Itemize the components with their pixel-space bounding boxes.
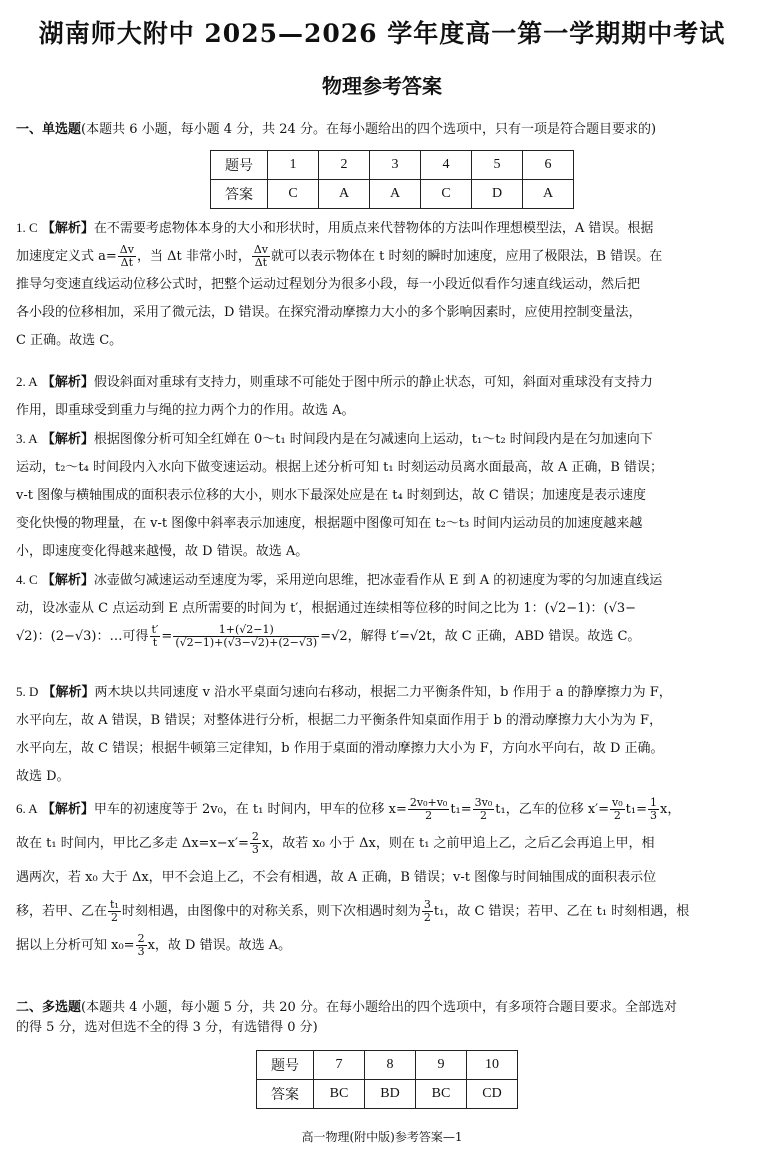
fraction: $\frac{\text{t₁}}{2}$ (110, 898, 119, 924)
question-number: 7 (314, 1051, 365, 1080)
fraction: $\frac{\Delta v}{\Delta t}$ (253, 243, 269, 269)
question-number: 6. A (16, 801, 38, 816)
analysis-tag: 【解析】 (42, 685, 95, 700)
text-line: 推导匀变速直线运动位移公式时，把整个运动过程划分为很多小段，每一小段近似看作匀速直线运动，然后把 (16, 277, 641, 292)
text-line: 加速度定义式 a= (16, 249, 117, 264)
answer-cell: BC (314, 1080, 365, 1109)
answer-cell: A (370, 180, 421, 209)
text-line: 作用，即重球受到重力与绳的拉力两个力的作用。故选 A。 (16, 403, 355, 418)
analysis-tag: 【解析】 (41, 432, 94, 447)
text-line: 小，即速度变化得越来越慢，故 D 错误。故选 A。 (16, 544, 309, 559)
section1-header (16, 120, 751, 140)
text-line: v-t 图像与横轴围成的面积表示位移的大小，则水下最深处应是在 t₄ 时刻到达，故 C 错误；加速度是表示速度 (16, 488, 647, 503)
answer-cell: BD (365, 1080, 416, 1109)
question-6: 6. A 【解析】甲车的初速度等于 2v₀，在 t₁ 时间内，甲车的位移 x= $\frac{\text{2v₀+v₀}}{2}$ t₁= $\frac{\text{3v₀}}{2}$ t₁，乙车的位移 x′= $\frac{\text{v₀}}{2}$ t₁= $\frac{1}{3}$ x， 故在 t₁ 时间内，甲比乙多走 Δx=x−x′= $\frac{2}{3}$ x，故若 x₀ 小于 Δx，则在 t₁ 之前甲追上乙，之后乙会再追上甲，相 遇两次，若 x₀ 大于 Δx，甲不会追上乙，不会有相遇，故 A 正确，B 错误；v-t 图像与时间轴围成的面积表示位 移，若甲、乙在 $\frac{\text{t₁}}{2}$ 时刻相遇，由图像中的对称关系，则下次相遇时刻为 $\frac{3}{2}$ t₁，故 C 错误；若甲、乙在 t₁ 时刻相遇，根 据以上分析可知 x₀= $\frac{2}{3}$ x，故 D 错误。故选 A。 (16, 796, 690, 958)
text-line: 水平向左，故 C 错误；根据牛顿第三定律知，b 作用于桌面的滑动摩擦力大小为 F，方向水平向右，故 D 正确。 (16, 741, 664, 756)
text-line: 动，设冰壶从 C 点运动到 E 点所需要的时间为 t′，根据通过连续相等位移的时间之比为 1：(√2−1)：(√3− (16, 601, 637, 616)
question-number: 5 (472, 151, 523, 180)
answer-cell: BC (416, 1080, 467, 1109)
table-row (257, 1051, 518, 1080)
text-line: 根据图像分析可知全红婵在 0～t₁ 时间段内是在匀减速向上运动，t₁～t₂ 时间段内是在匀加速向下 (93, 432, 653, 447)
section2-desc-line2: 的得 5 分，选对但选不全的得 3 分，有选错得 0 分) (16, 1020, 318, 1035)
analysis-tag: 【解析】 (41, 573, 94, 588)
fraction: $\frac{t'}{t}$ (151, 623, 159, 649)
text-line: =√2，解得 t′=√2t，故 C 正确，ABD 错误。故选 C。 (320, 629, 641, 644)
text-line: 遇两次，若 x₀ 大于 Δx，甲不会追上乙，不会有相遇，故 A 正确，B 错误；v-t 图像与时间轴围成的面积表示位 (16, 870, 657, 885)
question-number: 1 (268, 151, 319, 180)
question-number: 2 (319, 151, 370, 180)
text-line: 时刻相遇，由图像中的对称关系，则下次相遇时刻为 (121, 904, 421, 919)
text-line: 两木块以共同速度 v 沿水平桌面匀速向右移动，根据二力平衡条件知，b 作用于 a 的静摩擦力为 F， (94, 685, 672, 700)
text-line: C 正确。故选 C。 (16, 333, 123, 348)
table-row (211, 180, 574, 209)
text-line: 故在 t₁ 时间内，甲比乙多走 Δx=x−x′= (16, 836, 249, 851)
answer-cell: D (472, 180, 523, 209)
row-label: 题号 (257, 1051, 314, 1080)
question-number: 4 (421, 151, 472, 180)
question-2 (16, 368, 751, 425)
text-line: 各小段的位移相加，采用了微元法，D 错误。在探究滑动摩擦力大小的多个影响因素时，应使用控制变量法， (16, 305, 642, 320)
text-line: 变化快慢的物理量，在 v-t 图像中斜率表示加速度，根据题中图像可知在 t₂～t₃ 时间内运动员的加速度越来越 (16, 516, 643, 531)
text-line: 假设斜面对重球有支持力，则重球不可能处于图中所示的静止状态，可知，斜面对重球没有支持力 (93, 375, 653, 390)
question-number: 3. A (16, 431, 38, 446)
section2-heading: 二、多选题 (16, 1000, 82, 1015)
row-label: 题号 (211, 151, 268, 180)
row-label: 答案 (211, 180, 268, 209)
question-1 (16, 214, 751, 355)
question-number: 1. C (16, 220, 38, 235)
text-line: = (161, 629, 173, 644)
question-number: 6 (523, 151, 574, 180)
question-5 (16, 678, 751, 791)
section1-heading: 一、单选题 (16, 122, 82, 137)
text-line: 运动，t₂～t₄ 时间段内入水向下做变速运动。根据上述分析可知 t₁ 时刻运动员离水面最高，故 A 正确，B 错误； (16, 460, 664, 475)
text-line: 就可以表示物体在 t 时刻的瞬时加速度，应用了极限法，B 错误。在 (271, 249, 663, 264)
text-line: ，当 Δt 非常小时， (136, 249, 251, 264)
section2-desc: (本题共 4 小题，每小题 5 分，共 20 分。在每小题给出的四个选项中，有多项符合题目要求。全部选对 (81, 1000, 677, 1015)
fraction: $\frac{1}{3}$ (649, 796, 657, 822)
fraction: $\frac{3}{2}$ (423, 898, 431, 924)
text-line: x，故 D 错误。故选 A。 (147, 938, 292, 953)
fraction: $\frac{2}{3}$ (137, 932, 145, 958)
question-number: 4. C (16, 572, 38, 587)
table-row (211, 151, 574, 180)
question-number: 2. A (16, 374, 38, 389)
row-label: 答案 (257, 1080, 314, 1109)
fraction: $\frac{\text{2v₀+v₀}}{2}$ (409, 796, 448, 822)
analysis-tag: 【解析】 (41, 221, 94, 236)
answer-cell: A (523, 180, 574, 209)
text-line: x，故若 x₀ 小于 Δx，则在 t₁ 之前甲追上乙，之后乙会再追上甲，相 (261, 836, 655, 851)
analysis-tag: 【解析】 (41, 375, 94, 390)
text-line: t₁，故 C 错误；若甲、乙在 t₁ 时刻相遇，根 (433, 904, 690, 919)
analysis-tag: 【解析】 (41, 802, 94, 817)
question-number: 8 (365, 1051, 416, 1080)
text-line: 甲车的初速度等于 2v₀，在 t₁ 时间内，甲车的位移 x= (93, 802, 407, 817)
fraction: $\frac{2}{3}$ (251, 830, 259, 856)
question-number: 9 (416, 1051, 467, 1080)
answer-cell: A (319, 180, 370, 209)
text-line: 冰壶做匀减速运动至速度为零，采用逆向思维，把冰壶看作从 E 到 A 的初速度为零的匀加速直线运 (93, 573, 663, 588)
text-line: 据以上分析可知 x₀= (16, 938, 135, 953)
section2-answer-table (256, 1050, 518, 1109)
text-line: 水平向左，故 A 错误，B 错误；对整体进行分析，根据二力平衡条件知桌面作用于 b 的滑动摩擦力大小为为 F， (16, 713, 663, 728)
fraction: $\frac{\Delta v}{\Delta t}$ (119, 243, 134, 269)
question-number: 10 (467, 1051, 518, 1080)
page-subtitle: 物理参考答案 (322, 74, 442, 98)
fraction: $\frac{\text{v₀}}{2}$ (612, 796, 623, 822)
question-3 (16, 425, 751, 566)
text-line: 故选 D。 (16, 769, 70, 784)
text-line: 移，若甲、乙在 (16, 904, 108, 919)
question-4 (16, 566, 751, 651)
page-title: 湖南师大附中 2025—2026 学年度高一第一学期期中考试 (38, 19, 726, 48)
answer-cell: CD (467, 1080, 518, 1109)
answer-cell: C (421, 180, 472, 209)
page-footer: 高一物理(附中版)参考答案—1 (301, 1130, 463, 1144)
text-line: √2)：(2−√3)：…可得 (16, 629, 149, 644)
question-number: 3 (370, 151, 421, 180)
fraction: $\frac{\text{3v₀}}{2}$ (474, 796, 493, 822)
table-row (257, 1080, 518, 1109)
fraction: $\frac{1+(√2-1)}{(√2-1)+(√3-√2)+(2-√3)}$ (175, 623, 318, 649)
question-number: 5. D (16, 684, 39, 699)
section1-answer-table (210, 150, 574, 209)
answer-cell: C (268, 180, 319, 209)
section2-header (16, 998, 751, 1038)
text-line: 在不需要考虑物体本身的大小和形状时，用质点来代替物体的方法叫作理想模型法，A 错误。根据 (93, 221, 654, 236)
section1-desc: (本题共 6 小题，每小题 4 分，共 24 分。在每小题给出的四个选项中，只有一项是符合题目要求的) (81, 122, 657, 137)
